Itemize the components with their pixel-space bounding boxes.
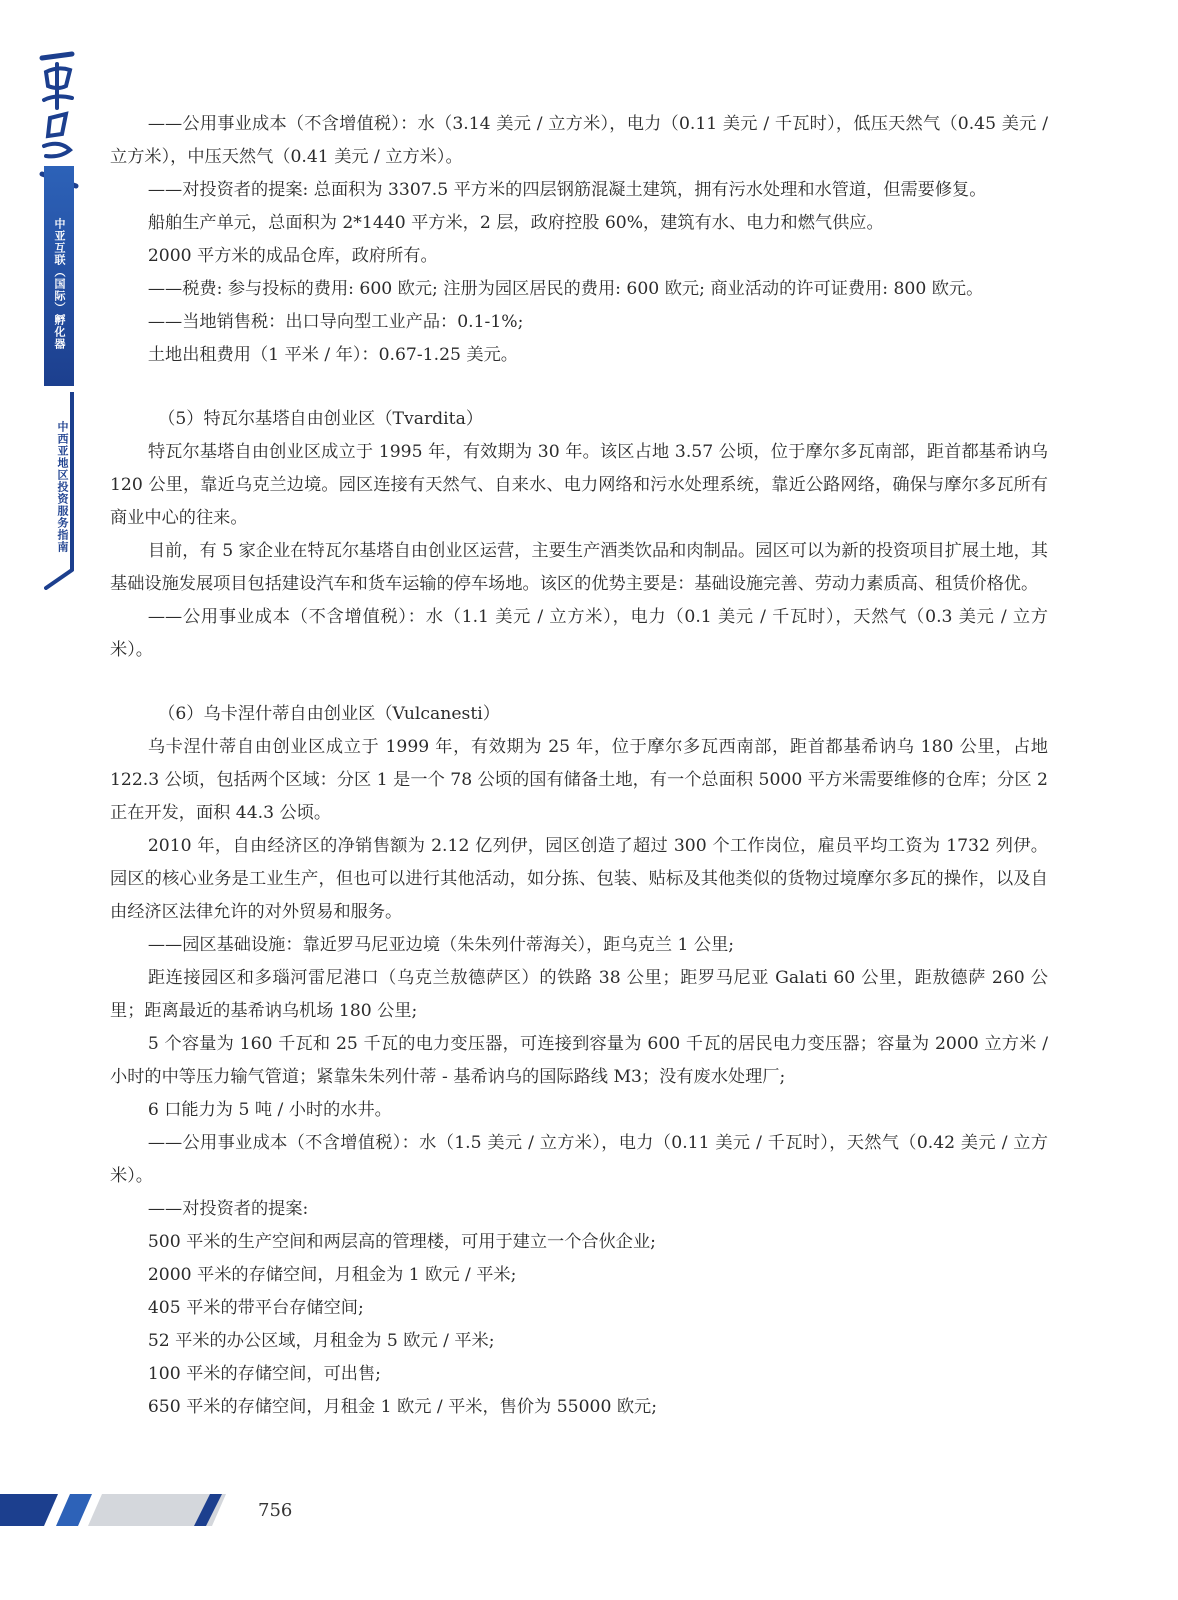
paragraph: ——税费: 参与投标的费用: 600 欧元; 注册为园区居民的费用: 600 欧元; 商业活动的许可证费用: 800 欧元。 bbox=[147, 279, 984, 299]
paragraph: 2000 平米的存储空间，月租金为 1 欧元 / 平米; bbox=[147, 1265, 517, 1285]
document-body bbox=[110, 108, 1048, 1424]
paragraph: ——园区基础设施：靠近罗马尼亚边境（朱朱列什蒂海关），距乌克兰 1 公里; bbox=[147, 935, 735, 955]
paragraph: 特瓦尔基塔自由创业区成立于 1995 年，有效期为 30 年。该区占地 3.57 公顷，位于摩尔多瓦南部，距首都基希讷乌 120 公里，靠近乌克兰边境。园区连接有天然气、自来水、电力网络和污水处理系统，靠近公路网络，确保与摩尔多瓦所有商业中心的往来。 bbox=[110, 442, 1048, 528]
paragraph: ——公用事业成本（不含增值税）：水（1.5 美元 / 立方米），电力（0.11 美元 / 千瓦时），天然气（0.42 美元 / 立方米）。 bbox=[110, 1133, 1048, 1186]
section-heading: （5）特瓦尔基塔自由创业区（Tvardita） bbox=[158, 409, 484, 429]
paragraph: 6 口能力为 5 吨 / 小时的水井。 bbox=[147, 1100, 392, 1120]
paragraph: 2000 平方米的成品仓库，政府所有。 bbox=[147, 246, 438, 266]
paragraph: 650 平米的存储空间，月租金 1 欧元 / 平米，售价为 55000 欧元; bbox=[147, 1397, 658, 1417]
paragraph: 目前，有 5 家企业在特瓦尔基塔自由创业区运营，主要生产酒类饮品和肉制品。园区可以为新的投资项目扩展土地，其基础设施发展项目包括建设汽车和货车运输的停车场地。该区的优势主要是：基础设施完善、劳动力素质高、租赁价格优。 bbox=[110, 541, 1048, 594]
book-label: 中西亚地区投资服务指南 bbox=[44, 392, 74, 570]
paragraph: ——对投资者的提案: bbox=[147, 1199, 309, 1219]
paragraph: 405 平米的带平台存储空间; bbox=[147, 1298, 364, 1318]
paragraph: 距连接园区和多瑙河雷尼港口（乌克兰敖德萨区）的铁路 38 公里；距罗马尼亚 Galati 60 公里，距敖德萨 260 公里；距离最近的基希讷乌机场 180 公里; bbox=[110, 968, 1048, 1021]
paragraph: ——公用事业成本（不含增值税）：水（1.1 美元 / 立方米），电力（0.1 美元 / 千瓦时），天然气（0.3 美元 / 立方米）。 bbox=[110, 607, 1048, 660]
side-strip bbox=[0, 0, 80, 620]
paragraph: 土地出租费用（1 平米 / 年）：0.67-1.25 美元。 bbox=[147, 345, 518, 365]
paragraph: 5 个容量为 160 千瓦和 25 千瓦的电力变压器，可连接到容量为 600 千瓦的居民电力变压器；容量为 2000 立方米 / 小时的中等压力输气管道；紧靠朱朱列什蒂 - 基希讷乌的国际路线 M3；没有废水处理厂; bbox=[110, 1034, 1048, 1087]
paragraph: 500 平米的生产空间和两层高的管理楼，可用于建立一个合伙企业; bbox=[147, 1232, 656, 1252]
slant-mark-icon bbox=[44, 566, 74, 590]
section-heading: （6）乌卡涅什蒂自由创业区（Vulcanesti） bbox=[158, 704, 500, 724]
page-number: 756 bbox=[258, 1500, 293, 1521]
paragraph: ——当地销售税：出口导向型工业产品：0.1-1%; bbox=[147, 312, 524, 332]
paragraph: 乌卡涅什蒂自由创业区成立于 1999 年，有效期为 25 年，位于摩尔多瓦西南部，距首都基希讷乌 180 公里，占地 122.3 公顷，包括两个区域：分区 1 是一个 78 公顷的国有储备土地，有一个总面积 5000 平方米需要维修的仓库；分区 2 正在开发，面积 44.3 公顷。 bbox=[110, 737, 1048, 823]
paragraph: 52 平米的办公区域，月租金为 5 欧元 / 平米; bbox=[147, 1331, 495, 1351]
paragraph: 2010 年，自由经济区的净销售额为 2.12 亿列伊，园区创造了超过 300 个工作岗位，雇员平均工资为 1732 列伊。园区的核心业务是工业生产，但也可以进行其他活动，如分拣、包装、贴标及其他类似的货物过境摩尔多瓦的操作，以及自由经济区法律允许的对外贸易和服务。 bbox=[110, 836, 1048, 922]
paragraph: 100 平米的存储空间，可出售; bbox=[147, 1364, 381, 1384]
paragraph: 船舶生产单元，总面积为 2*1440 平方米，2 层，政府控股 60%，建筑有水、电力和燃气供应。 bbox=[147, 213, 884, 233]
paragraph: ——对投资者的提案: 总面积为 3307.5 平方米的四层钢筋混凝土建筑，拥有污水处理和水管道，但需要修复。 bbox=[147, 180, 987, 200]
footer-decoration-icon bbox=[0, 1492, 230, 1528]
paragraph: ——公用事业成本（不含增值税）：水（3.14 美元 / 立方米），电力（0.11 美元 / 千瓦时），低压天然气（0.45 美元 / 立方米），中压天然气（0.41 美元 / 立方米）。 bbox=[110, 114, 1048, 167]
series-label: 中亚互联（国际）孵化器 bbox=[44, 166, 74, 386]
